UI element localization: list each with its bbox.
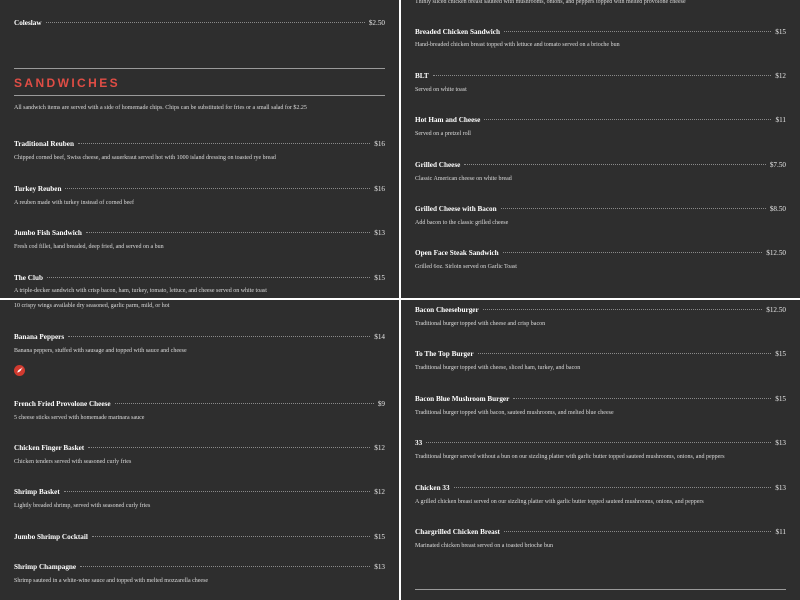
item-price: $15 <box>374 274 385 282</box>
item-description: 10 crispy wings available dry seasoned, garlic parm, mild, or hot <box>14 303 170 309</box>
item-name: To The Top Burger <box>415 350 474 358</box>
section-note: All sandwich items are served with a side of homemade chips. Chips can be substituted for fries or a small salad for $2.25 <box>14 105 307 111</box>
item-name: Banana Peppers <box>14 333 65 341</box>
dot-leader <box>47 277 370 278</box>
item-price: $12 <box>374 488 385 496</box>
dot-leader <box>454 487 772 488</box>
item-description: Traditional burger topped with cheese and crisp bacon <box>415 321 546 327</box>
menu-item <box>14 185 385 206</box>
item-name: Jumbo Fish Sandwich <box>14 229 82 237</box>
item-description: Banana peppers, stuffed with sausage and topped with sauce and cheese <box>14 348 187 354</box>
item-name: 33 <box>415 439 423 447</box>
item-price: $12 <box>374 444 385 452</box>
menu-item <box>415 161 786 182</box>
dot-leader <box>484 119 771 120</box>
dot-leader <box>504 531 772 532</box>
item-name: Grilled Cheese with Bacon <box>415 205 497 213</box>
item-price: $16 <box>374 185 385 193</box>
item-price: $13 <box>374 563 385 571</box>
section-title-sandwiches: SANDWICHES <box>14 76 121 90</box>
menu-item <box>14 400 385 421</box>
menu-panel-bottom-right <box>401 300 800 600</box>
dot-leader <box>46 22 365 23</box>
item-description: Served on white toast <box>415 87 467 93</box>
item-name: Bacon Blue Mushroom Burger <box>415 395 510 403</box>
item-price: $12 <box>775 72 786 80</box>
dot-leader <box>86 232 370 233</box>
item-price: $12.50 <box>766 306 786 314</box>
menu-item <box>415 116 786 137</box>
menu-item <box>415 205 786 226</box>
item-description: Served on a pretzel roll <box>415 131 471 137</box>
item-price: $8.50 <box>769 205 786 213</box>
menu-panel-top-left <box>0 0 399 298</box>
item-description: Chipped corned beef, Swiss cheese, and sauerkraut served hot with 1000 island dressing on toasted rye bread <box>14 155 276 161</box>
item-description: Classic American cheese on white bread <box>415 176 512 182</box>
section-divider-top <box>14 68 385 69</box>
menu-item <box>14 488 385 509</box>
dot-leader <box>426 442 771 443</box>
item-description: Add bacon to the classic grilled cheese <box>415 220 509 226</box>
dot-leader <box>504 31 771 32</box>
dot-leader <box>464 164 766 165</box>
dot-leader <box>501 208 766 209</box>
menu-item <box>415 72 786 93</box>
item-price: $2.50 <box>368 19 385 27</box>
menu-item <box>14 229 385 250</box>
item-description: Hand-breaded chicken breast topped with lettuce and tomato served on a brioche bun <box>415 42 620 48</box>
item-description: Lightly breaded shrimp, served with seasoned curly fries <box>14 503 151 509</box>
item-price: $11 <box>775 528 786 536</box>
item-price: $9 <box>377 400 385 408</box>
item-price: $13 <box>775 484 786 492</box>
item-price: $14 <box>374 333 385 341</box>
item-name: Chicken Finger Basket <box>14 444 85 452</box>
item-price: $13 <box>775 439 786 447</box>
item-description: Traditional burger served without a bun on our sizzling platter with garlic butter topped sauteed mushrooms, onions, and peppers <box>415 454 725 460</box>
item-name: Chicken 33 <box>415 484 450 492</box>
menu-item <box>415 484 786 505</box>
menu-item <box>415 439 786 460</box>
dot-leader <box>503 252 763 253</box>
item-description: Traditional burger topped with cheese, sliced ham, turkey, and bacon <box>415 365 581 371</box>
item-description: Grilled 6oz. Sirloin served on Garlic Toast <box>415 264 517 270</box>
dot-leader <box>88 447 370 448</box>
item-name: Shrimp Basket <box>14 488 60 496</box>
dot-leader <box>92 536 370 537</box>
item-description: Traditional burger topped with bacon, sauteed mushrooms, and melted blue cheese <box>415 410 614 416</box>
dot-leader <box>78 143 370 144</box>
item-description: A reuben made with turkey instead of corned beef <box>14 200 134 206</box>
menu-panel-top-right <box>401 0 800 298</box>
menu-item <box>415 395 786 416</box>
item-price: $15 <box>374 533 385 541</box>
item-name: Bacon Cheeseburger <box>415 306 479 314</box>
dot-leader <box>68 336 370 337</box>
dot-leader <box>483 309 763 310</box>
section-divider <box>415 589 786 590</box>
dot-leader <box>65 188 370 189</box>
item-description: Fresh cod fillet, hand breaded, deep fried, and served on a bun <box>14 244 164 250</box>
item-price: $15 <box>775 350 786 358</box>
item-name: Shrimp Champagne <box>14 563 77 571</box>
item-description: Shrimp sauteed in a white-wine sauce and topped with melted mozzarella cheese <box>14 578 209 584</box>
item-price: $13 <box>374 229 385 237</box>
item-name: The Club <box>14 274 43 282</box>
item-name: Jumbo Shrimp Cocktail <box>14 533 88 541</box>
item-price: $16 <box>374 140 385 148</box>
hot-pepper-icon <box>14 365 25 376</box>
item-name: Open Face Steak Sandwich <box>415 249 499 257</box>
dot-leader <box>478 353 772 354</box>
item-description: A triple-decker sandwich with crisp bacon, ham, turkey, tomato, lettuce, and cheese served on white toast <box>14 288 267 294</box>
item-description: 5 cheese sticks served with homemade marinara sauce <box>14 415 145 421</box>
menu-item <box>14 444 385 465</box>
item-price: $15 <box>775 395 786 403</box>
menu-item-coleslaw <box>14 19 385 29</box>
dot-leader <box>80 566 370 567</box>
item-name: Turkey Reuben <box>14 185 62 193</box>
menu-item <box>415 249 786 270</box>
item-price: $7.50 <box>769 161 786 169</box>
item-name: BLT <box>415 72 429 80</box>
dot-leader <box>433 75 771 76</box>
menu-item <box>415 528 786 549</box>
item-description: Marinated chicken breast served on a toasted brioche bun <box>415 543 553 549</box>
item-price: $11 <box>775 116 786 124</box>
menu-item <box>14 563 385 584</box>
menu-item <box>415 306 786 327</box>
item-description: Thinly sliced chicken breast sauteed with mushrooms, onions, and peppers topped with melted provolone cheese <box>415 0 686 5</box>
menu-panel-bottom-left <box>0 300 399 600</box>
item-name: Traditional Reuben <box>14 140 74 148</box>
item-name: Grilled Cheese <box>415 161 461 169</box>
menu-item <box>14 333 385 354</box>
item-price: $12.50 <box>766 249 786 257</box>
item-name: Hot Ham and Cheese <box>415 116 481 124</box>
dot-leader <box>115 403 374 404</box>
item-name: Coleslaw <box>14 19 42 27</box>
dot-leader <box>64 491 370 492</box>
menu-item <box>415 350 786 371</box>
item-name: Breaded Chicken Sandwich <box>415 28 500 36</box>
menu-item <box>14 274 385 294</box>
dot-leader <box>513 398 771 399</box>
menu-item <box>415 28 786 48</box>
section-divider-bottom <box>14 95 385 96</box>
menu-item <box>14 140 385 161</box>
item-description: A grilled chicken breast served on our sizzling platter with garlic butter topped sauteed mushrooms, onions, and peppers <box>415 499 704 505</box>
item-name: French Fried Provolone Cheese <box>14 400 111 408</box>
item-description: Chicken tenders served with seasoned curly fries <box>14 459 132 465</box>
item-price: $15 <box>775 28 786 36</box>
menu-item <box>14 533 385 543</box>
item-name: Chargrilled Chicken Breast <box>415 528 500 536</box>
